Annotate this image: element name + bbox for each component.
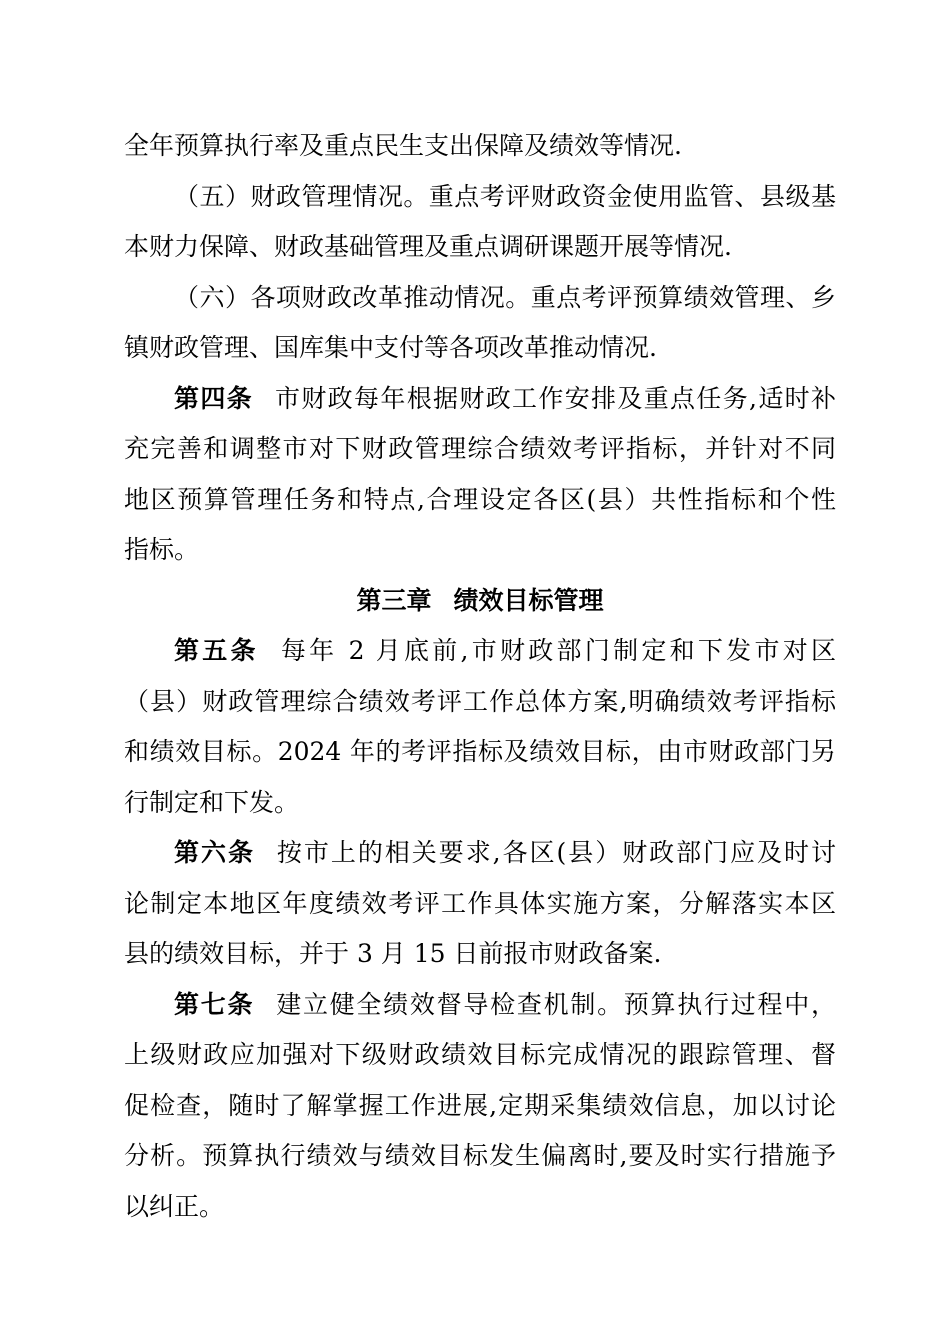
text-line: （六）各项财政改革推动情况。重点考评预算绩效管理、乡	[174, 282, 836, 312]
article-text: 按市上的相关要求,各区(县）财政部门应及时讨	[276, 838, 836, 867]
text-line: 分析。预算执行绩效与绩效目标发生偏离时,要及时实行措施予	[124, 1141, 836, 1170]
text-line: 全年预算执行率及重点民生支出保障及绩效等情况.	[124, 131, 682, 160]
text-line: 镇财政管理、国库集中支付等各项改革推动情况.	[124, 333, 657, 362]
article-six	[124, 828, 836, 980]
text-line: 县的绩效目标，并于 3 月 15 日前报市财政备案.	[124, 939, 662, 968]
article-label: 第四条	[174, 383, 254, 413]
text-line: 行制定和下发。	[124, 787, 300, 817]
text-line	[124, 374, 836, 425]
text-line: 充完善和调整市对下财政管理综合绩效考评指标，并针对不同	[124, 434, 836, 463]
text-line: 和绩效目标。2024 年的考评指标及绩效目标，由市财政部门另	[124, 737, 836, 766]
text-line: 地区预算管理任务和特点,合理设定各区(县）共性指标和个性	[124, 484, 836, 514]
article-text: 每年 2 月底前,市财政部门制定和下发市对区	[280, 636, 836, 665]
text-line	[124, 980, 836, 1031]
paragraph-item-five	[124, 172, 836, 273]
paragraph-budget-summary	[124, 121, 836, 172]
paragraph-item-six	[124, 273, 836, 374]
article-five	[124, 626, 836, 828]
text-line: 指标。	[124, 535, 200, 564]
article-label: 第六条	[174, 838, 255, 867]
text-line: 本财力保障、财政基础管理及重点调研课题开展等情况.	[124, 232, 732, 261]
chapter-number: 第三章	[356, 585, 432, 615]
article-seven	[124, 980, 836, 1233]
article-label: 第五条	[174, 636, 259, 665]
article-four	[124, 374, 836, 576]
text-line: 促检查，随时了解掌握工作进展,定期采集绩效信息，加以讨论	[124, 1090, 836, 1120]
text-line: 上级财政应加强对下级财政绩效目标完成情况的跟踪管理、督	[124, 1040, 836, 1069]
text-line: （五）财政管理情况。重点考评财政资金使用监管、县级基	[174, 181, 836, 211]
text-line	[124, 828, 836, 879]
text-line: （县）财政管理综合绩效考评工作总体方案,明确绩效考评指标	[124, 686, 836, 716]
article-text: 市财政每年根据财政工作安排及重点任务,适时补	[275, 383, 836, 413]
text-line: 论制定本地区年度绩效考评工作具体实施方案，分解落实本区	[124, 888, 836, 918]
chapter-title: 绩效目标管理	[453, 585, 604, 615]
article-label: 第七条	[174, 989, 255, 1019]
text-line	[124, 626, 836, 677]
document-page	[124, 121, 836, 1232]
chapter-heading	[124, 576, 836, 627]
article-text: 建立健全绩效督导检查机制。预算执行过程中，	[276, 989, 836, 1019]
text-line: 以纠正。	[124, 1191, 225, 1221]
